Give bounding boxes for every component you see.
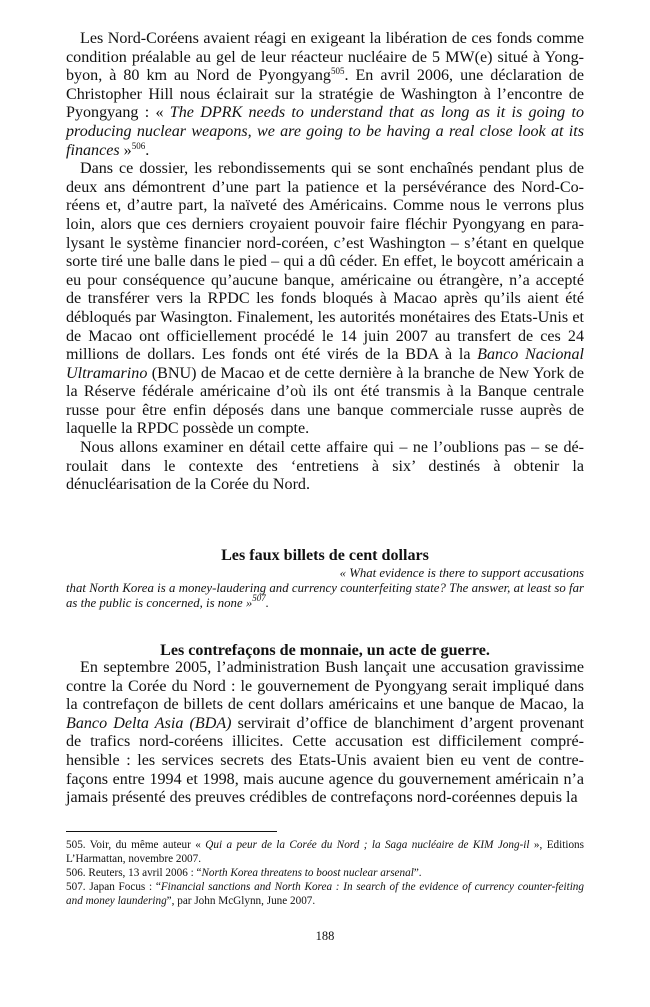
epigraph-quote: « What evidence is there to support accusations that North Korea is a money-laudering and currency counterfeiting state? The answer, at least so far as the public is concerned, is none »$^{507}$. — [66, 566, 584, 610]
italic-text: The DPRK needs to understand that as long as it is going to producing nuclear weapons, we are going to be having a real close look at its finances — [66, 104, 584, 159]
paragraph: Dans ce dossier, les rebondissements qui se sont enchaînés pendant plus de deux ans démontrent d’une part la patience et la persévérance des Nord-Co-réens et, d’autre part, la naïveté des Américains. Comme nous le verrons plus loin, alors que ces derniers croyaient pouvoir faire fléchir Pyongyang en para-lysant le système financier nord-coréen, c’est Washington – s’étant en quelque sorte tiré une balle dans le pied – qui a dû céder. En effet, le boycott américain a eu pour conséquence qu’aucune banque, américaine ou étrangère, n’a accepté de transférer vers la RPDC les fonds bloqués à Macao après qu’ils aient été débloqués par Wasington. Finalement, les autorités monétaires des Etats-Unis et de Macao ont officiellement procédé le 14 juin 2007 au transfert de ces 24 millions de dollars. Les fonds ont été virés de la BDA à la Banco Nacional Ultramarino (BNU) de Macao et de cette dernière à la branche de New York de la Réserve fédérale américaine d’où ils ont été transmis à la Banque centrale russe pour être enfin déposés dans une banque commerciale russe auprès de laquelle la RPDC possède un compte. — [66, 160, 584, 438]
italic-text: Qui a peur de la Corée du Nord ; la Saga nucléaire de KIM Jong-il — [205, 839, 530, 851]
body-text-section2 — [66, 659, 584, 808]
italic-text: North Korea threatens to boost nuclear arsenal — [201, 867, 414, 879]
footnote-ref[interactable]: 506 — [131, 140, 146, 151]
footnotes — [66, 838, 584, 908]
footnote-506: 506. Reuters, 13 avril 2006 : “North Korea threatens to boost nuclear arsenal”. — [66, 867, 422, 879]
footnote-separator — [66, 831, 277, 832]
footnote-ref[interactable]: 507 — [252, 593, 266, 603]
footnote-507: 507. Japan Focus : “Financial sanctions and North Korea : In search of the evidence of currency counter-feiting and money laundering”, par John McGlynn, June 2007. — [66, 881, 584, 907]
page-content — [66, 30, 584, 807]
italic-text: Financial sanctions and North Korea : In search of the evidence of currency counter-feiting and money laundering — [66, 881, 584, 907]
footnote-505: 505. Voir, du même auteur « Qui a peur de la Corée du Nord ; la Saga nucléaire de KIM Jong-il », Editions L’Harmattan, novembre 2007. — [66, 839, 584, 865]
page-number: 188 — [315, 929, 335, 943]
epigraph-first-line: « What evidence is there to support accusations — [339, 566, 584, 580]
section-heading-faux-billets: Les faux billets de cent dollars — [221, 547, 429, 564]
italic-text: Banco Delta Asia (BDA) — [66, 714, 232, 732]
body-text-top — [66, 30, 584, 495]
section-heading-contrefacons: Les contrefaçons de monnaie, un acte de guerre. — [160, 642, 490, 659]
epigraph-rest: that North Korea is a money-laudering and currency counterfeiting state? The answer, at least so far as the public is concerned, is none » — [66, 581, 584, 610]
italic-text: Banco Nacional Ultramarino — [66, 346, 584, 382]
footnote-ref[interactable]: 505 — [330, 66, 345, 77]
paragraph: Nous allons examiner en détail cette affaire qui – ne l’oublions pas – se dé-roulait dans le contexte des ‘entretiens à six’ destinés à obtenir la dénucléarisation de la Corée du Nord. — [66, 439, 584, 494]
paragraph: Les Nord-Coréens avaient réagi en exigeant la libération de ces fonds comme condition préalable au gel de leur réacteur nucléaire de 5 MW(e) situé à Yong-byon, à 80 km au Nord de Pyongyang$^{505}$. En avril 2006, une déclaration de Christopher Hill nous éclairait sur la stratégie de Washington à l’encontre de Pyongyang : « The DPRK needs to understand that as long as it is going to producing nuclear weapons, we are going to be having a real close look at its finances »$^{506}$. — [66, 30, 584, 159]
paragraph: En septembre 2005, l’administration Bush lançait une accusation gravissime contre la Corée du Nord : le gouvernement de Pyongyang serait impliqué dans la contrefaçon de billets de cent dollars américains et une banque de Macao, la Banco Delta Asia (BDA) servirait d’office de blanchiment d’argent provenant de trafics nord-coréens illicites. Cette accusation est difficilement compré-hensible : les services secrets des Etats-Unis avaient bien eu vent de contre-façons entre 1994 et 1998, mais aucune agence du gouvernement américain n’a jamais présenté des preuves crédibles de contrefaçons nord-coréennes depuis la — [66, 659, 584, 807]
